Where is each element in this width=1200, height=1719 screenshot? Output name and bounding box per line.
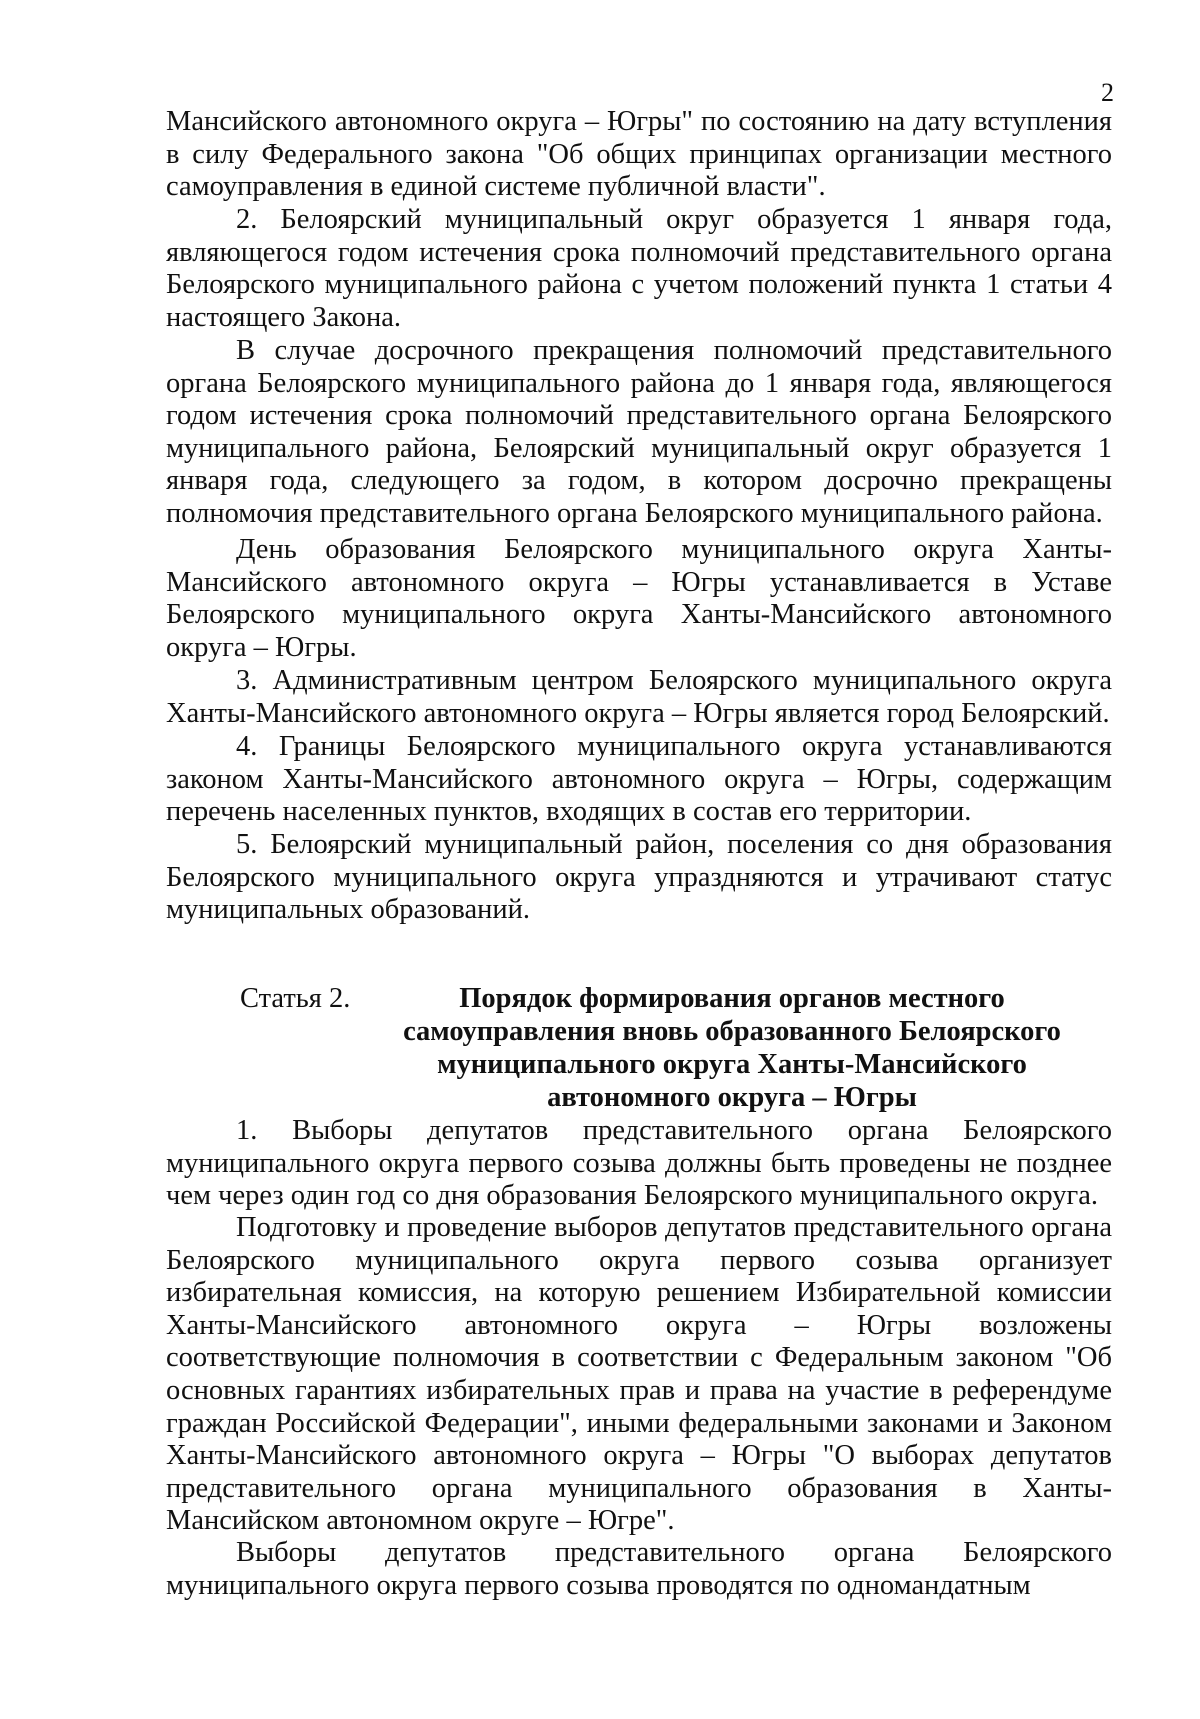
paragraph-continuation: Мансийского автономного округа – Югры" по состоянию на дату вступления в силу Федерального закона "Об общих принципах организации местного самоуправления в единой системе публичной власти". bbox=[166, 106, 1112, 203]
page-number: 2 bbox=[1101, 78, 1114, 107]
paragraph-item-5: 5. Белоярский муниципальный район, поселения со дня образования Белоярского муниципального округа упраздняются и утрачивают статус муниципальных образований. bbox=[166, 829, 1112, 926]
paragraph-early-termination: В случае досрочного прекращения полномочий представительного органа Белоярского муниципального района до 1 января года, являющегося годом истечения срока полномочий представительного органа Белоярского муниципального района, Белоярский муниципальный округ образуется 1 января года, следующего за годом, в котором досрочно прекращены полномочия представительного органа Белоярского муниципального района. bbox=[166, 335, 1112, 529]
paragraph-item-2: 2. Белоярский муниципальный округ образуется 1 января года, являющегося годом истечения срока полномочий представительного органа Белоярского муниципального района с учетом положений пункта 1 статьи 4 настоящего Закона. bbox=[166, 204, 1112, 333]
article-label: Статья 2. bbox=[240, 983, 351, 1014]
paragraph-formation-day: День образования Белоярского муниципального округа Ханты-Мансийского автономного округа – Югры устанавливается в Уставе Белоярского муниципального округа Ханты-Мансийского автономного округа – Югры. bbox=[166, 534, 1112, 663]
article-paragraph-elections-preparation: Подготовку и проведение выборов депутатов представительного органа Белоярского муниципального округа первого созыва организует избирательная комиссия, на которую решением Избирательной комиссии Ханты-Мансийского автономного округа – Югры возложены соответствующие полномочия в соответствии с Федеральным законом "Об основных гарантиях избирательных прав и права на участие в референдуме граждан Российской Федерации", иными федеральными законами и Законом Ханты-Мансийского автономного округа – Югры "О выборах депутатов представительного органа муниципального образования в Ханты-Мансийском автономном округе – Югре". bbox=[166, 1212, 1112, 1537]
article-paragraph-elections-districts: Выборы депутатов представительного органа Белоярского муниципального округа первого созыва проводятся по одномандатным bbox=[166, 1537, 1112, 1601]
paragraph-item-4: 4. Границы Белоярского муниципального округа устанавливаются законом Ханты-Мансийского автономного округа – Югры, содержащим перечень населенных пунктов, входящих в состав его территории. bbox=[166, 731, 1112, 828]
article-paragraph-1: 1. Выборы депутатов представительного органа Белоярского муниципального округа первого созыва должны быть проведены не позднее чем через один год со дня образования Белоярского муниципального округа. bbox=[166, 1115, 1112, 1212]
article-title: Порядок формирования органов местного самоуправления вновь образованного Белоярского муниципального округа Ханты-Мансийского автономного округа – Югры bbox=[403, 983, 1061, 1113]
paragraph-item-3: 3. Административным центром Белоярского муниципального округа Ханты-Мансийского автономного округа – Югры является город Белоярский. bbox=[166, 665, 1112, 729]
